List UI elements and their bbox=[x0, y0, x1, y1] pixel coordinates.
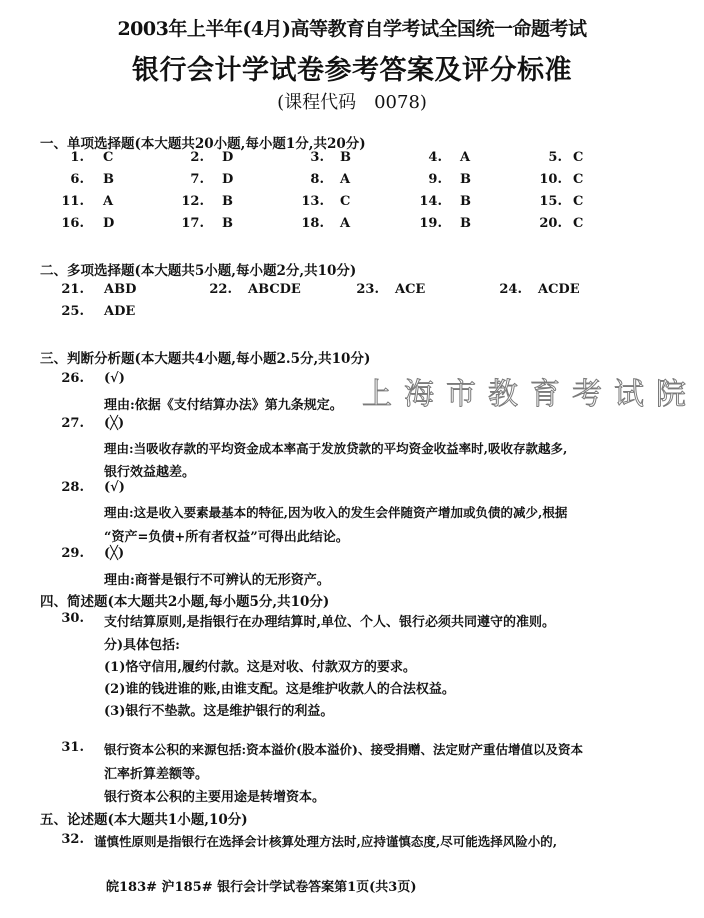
question-number: 23. bbox=[356, 282, 379, 297]
question-number: 27. bbox=[61, 416, 84, 431]
question-number: 3. bbox=[310, 150, 324, 165]
question-number: 20. bbox=[539, 216, 562, 231]
question-number: 5. bbox=[548, 150, 562, 165]
reason-text: 银行效益越差。 bbox=[104, 465, 196, 480]
section-4-title: 四、简述题(本大题共2小题,每小题5分,共10分) bbox=[40, 594, 330, 610]
answer-value: C bbox=[573, 216, 584, 231]
answer-value: C bbox=[103, 150, 114, 165]
question-number: 14. bbox=[419, 194, 442, 209]
section-3-title: 三、判断分析题(本大题共4小题,每小题2.5分,共10分) bbox=[40, 351, 371, 367]
question-number: 16. bbox=[61, 216, 84, 231]
answer-value: B bbox=[460, 194, 471, 209]
answer-text: 银行资本公积的来源包括:资本溢价(股本溢价)、接受捐赠、法定财产重估增值以及资本 bbox=[104, 742, 583, 757]
answer-value: B bbox=[222, 194, 233, 209]
answer-text: (3)银行不垫款。这是维护银行的利益。 bbox=[104, 704, 334, 719]
question-number: 6. bbox=[70, 172, 84, 187]
judgment-mark: (╳) bbox=[104, 546, 125, 561]
answer-value: B bbox=[460, 216, 471, 231]
judgment-mark: (√) bbox=[104, 371, 125, 386]
answer-row bbox=[0, 150, 704, 170]
question-number: 31. bbox=[61, 740, 84, 755]
course-code: (课程代码 0078) bbox=[277, 92, 427, 113]
answer-value: D bbox=[103, 216, 115, 231]
question-number: 17. bbox=[181, 216, 204, 231]
question-number: 22. bbox=[209, 282, 232, 297]
answer-text: 银行资本公积的主要用途是转增资本。 bbox=[104, 790, 326, 805]
question-number: 2. bbox=[190, 150, 204, 165]
answer-value: C bbox=[573, 172, 584, 187]
answer-text: 汇率折算差额等。 bbox=[104, 767, 209, 782]
question-number: 11. bbox=[61, 194, 84, 209]
judgment-mark: (╳) bbox=[104, 416, 125, 431]
question-number: 26. bbox=[61, 371, 84, 386]
answer-value: A bbox=[460, 150, 471, 165]
question-number: 25. bbox=[61, 304, 84, 319]
question-number: 13. bbox=[301, 194, 324, 209]
answer-value: ACE bbox=[395, 282, 426, 297]
reason-text: 理由:商誉是银行不可辨认的无形资产。 bbox=[104, 573, 330, 588]
answer-value: ADE bbox=[104, 304, 136, 319]
section-1-title: 一、单项选择题(本大题共20小题,每小题1分,共20分) bbox=[40, 136, 366, 152]
answer-value: A bbox=[103, 194, 114, 209]
question-number: 1. bbox=[70, 150, 84, 165]
document-title: 银行会计学试卷参考答案及评分标准 bbox=[132, 55, 572, 86]
question-number: 12. bbox=[181, 194, 204, 209]
exam-title-line: 2003年上半年(4月)高等教育自学考试全国统一命题考试 bbox=[117, 18, 587, 40]
reason-text: 理由:当吸收存款的平均资金成本率高于发放贷款的平均资金收益率时,吸收存款越多, bbox=[104, 441, 568, 456]
answer-value: A bbox=[340, 172, 351, 187]
question-number: 19. bbox=[419, 216, 442, 231]
question-number: 30. bbox=[61, 611, 84, 626]
answer-value: C bbox=[573, 150, 584, 165]
reason-text: “资产=负债+所有者权益”可得出此结论。 bbox=[104, 530, 349, 545]
question-number: 24. bbox=[499, 282, 522, 297]
section-5-title: 五、论述题(本大题共1小题,10分) bbox=[40, 812, 248, 828]
answer-value: D bbox=[222, 150, 234, 165]
judgment-mark: (√) bbox=[104, 480, 125, 495]
answer-value: C bbox=[340, 194, 351, 209]
answer-text: (1)恪守信用,履约付款。这是对收、付款双方的要求。 bbox=[104, 660, 416, 675]
page-footer: 皖183# 沪185# 银行会计学试卷答案第1页(共3页) bbox=[106, 880, 417, 895]
section-2-title: 二、多项选择题(本大题共5小题,每小题2分,共10分) bbox=[40, 263, 357, 279]
answer-row bbox=[0, 194, 704, 214]
institution-stamp: 上海市教育考试院 bbox=[362, 377, 698, 412]
question-number: 28. bbox=[61, 480, 84, 495]
question-number: 18. bbox=[301, 216, 324, 231]
answer-value: ACDE bbox=[538, 282, 580, 297]
answer-row bbox=[0, 282, 704, 302]
question-number: 8. bbox=[310, 172, 324, 187]
reason-text: 理由:这是收入要素最基本的特征,因为收入的发生会伴随资产增加或负债的减少,根据 bbox=[104, 505, 568, 520]
question-number: 10. bbox=[539, 172, 562, 187]
answer-value: ABCDE bbox=[248, 282, 301, 297]
question-number: 32. bbox=[61, 832, 84, 847]
answer-text: 分)具体包括: bbox=[104, 638, 180, 653]
answer-value: B bbox=[222, 216, 233, 231]
question-number: 9. bbox=[428, 172, 442, 187]
answer-value: B bbox=[103, 172, 114, 187]
answer-value: A bbox=[340, 216, 351, 231]
reason-text: 理由:依据《支付结算办法》第九条规定。 bbox=[104, 398, 343, 413]
answer-value: ABD bbox=[104, 282, 137, 297]
answer-row bbox=[0, 216, 704, 236]
answer-value: D bbox=[222, 172, 234, 187]
answer-text: 支付结算原则,是指银行在办理结算时,单位、个人、银行必须共同遵守的准则。 bbox=[104, 615, 556, 630]
question-number: 15. bbox=[539, 194, 562, 209]
answer-value: B bbox=[460, 172, 471, 187]
question-number: 7. bbox=[190, 172, 204, 187]
answer-value: C bbox=[573, 194, 584, 209]
answer-value: B bbox=[340, 150, 351, 165]
answer-text: 谨慎性原则是指银行在选择会计核算处理方法时,应持谨慎态度,尽可能选择风险小的, bbox=[94, 834, 558, 849]
answer-row bbox=[0, 172, 704, 192]
answer-text: (2)谁的钱进谁的账,由谁支配。这是维护收款人的合法权益。 bbox=[104, 682, 455, 697]
answer-row bbox=[0, 304, 704, 324]
question-number: 29. bbox=[61, 546, 84, 561]
question-number: 21. bbox=[61, 282, 84, 297]
question-number: 4. bbox=[428, 150, 442, 165]
